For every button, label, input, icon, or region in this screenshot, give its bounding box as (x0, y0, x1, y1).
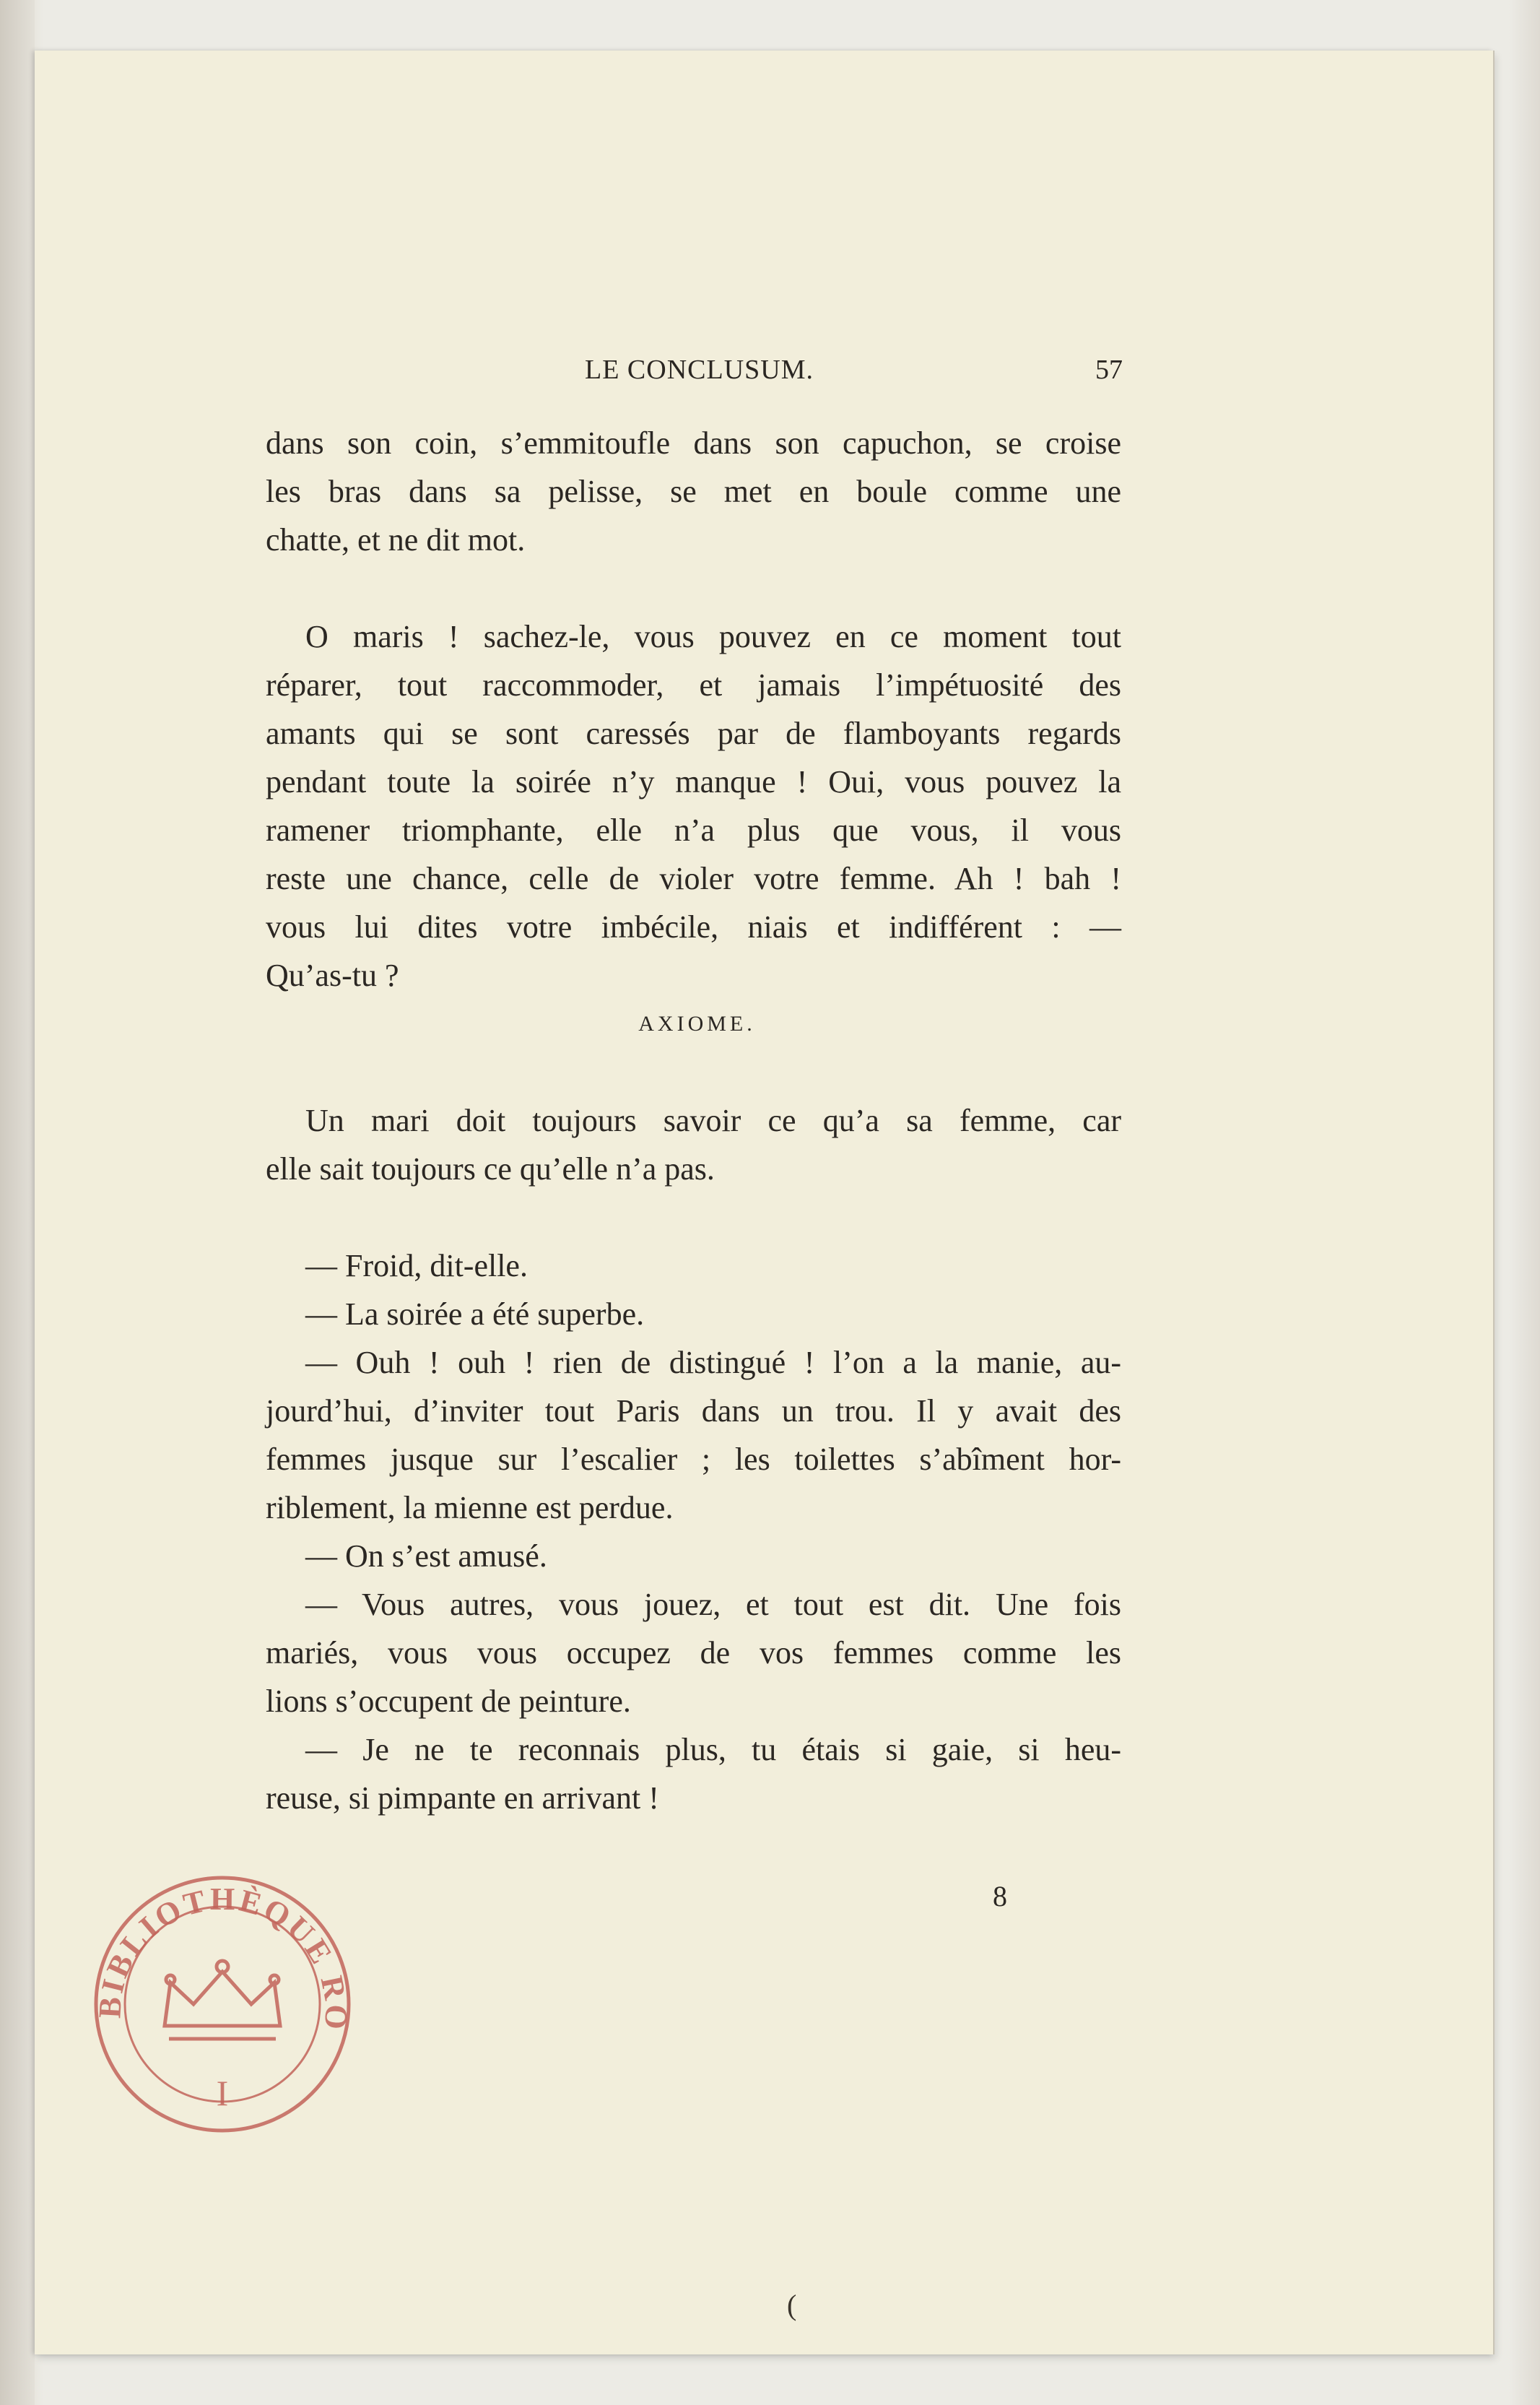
dialogue-line: jourd’hui, d’inviter tout Paris dans un trou. Il y avait des (266, 1393, 1121, 1429)
dialogue-line: — La soirée a été superbe. (305, 1296, 645, 1332)
text-line: vous lui dites votre imbécile, niais et indifférent : — (266, 909, 1121, 945)
signature-mark: 8 (993, 1880, 1007, 1912)
running-head (267, 354, 1123, 390)
dialogue-line: — Je ne te reconnais plus, tu étais si gaie, si heu- (305, 1732, 1121, 1767)
dialogue-line: — On s’est amusé. (305, 1538, 547, 1574)
text-line: amants qui se sont caressés par de flamboyants regards (266, 716, 1121, 751)
stamp-legend: BIBLIOTHÈQUE RO (92, 1881, 354, 2034)
text-line: dans son coin, s’emmitoufle dans son capuchon, se croise (266, 425, 1121, 461)
text-line: reste une chance, celle de violer votre femme. Ah ! bah ! (266, 861, 1121, 896)
paragraph-gap (266, 1193, 1121, 1242)
dialogue-line: — Ouh ! ouh ! rien de distingué ! l’on a la manie, au- (305, 1345, 1121, 1380)
paragraph-gap (266, 564, 1121, 612)
running-title: LE CONCLUSUM. (585, 355, 814, 385)
bottom-mark: ( (787, 2289, 797, 2321)
library-stamp (85, 1867, 360, 2141)
stamp-numeral: I (216, 2073, 229, 2113)
text-line: Un mari doit toujours savoir ce qu’a sa femme, car (305, 1103, 1121, 1138)
dialogue-line: lions s’occupent de peinture. (266, 1684, 631, 1719)
book-binding-edge (0, 0, 35, 2405)
text-line: Qu’as-tu ? (266, 958, 399, 993)
paragraph-gap (266, 1048, 1121, 1096)
text-line: O maris ! sachez-le, vous pouvez en ce moment tout (305, 619, 1121, 654)
text-line: réparer, tout raccommoder, et jamais l’impétuosité des (266, 667, 1121, 703)
crown-icon (165, 1961, 280, 2039)
dialogue-line: — Vous autres, vous jouez, et tout est dit. Une fois (305, 1587, 1121, 1622)
dialogue-line: — Froid, dit-elle. (305, 1248, 528, 1283)
dialogue-line: reuse, si pimpante en arrivant ! (266, 1780, 659, 1816)
royal-library-seal-icon (85, 1867, 360, 2141)
page-number: 57 (1095, 355, 1123, 385)
dialogue-line: mariés, vous vous occupez de vos femmes comme les (266, 1635, 1121, 1670)
axiome-heading: AXIOME. (638, 1012, 756, 1036)
text-line: chatte, et ne dit mot. (266, 522, 526, 558)
text-line: ramener triomphante, elle n’a plus que vous, il vous (266, 812, 1121, 848)
body-text (266, 419, 1121, 1822)
text-line: pendant toute la soirée n’y manque ! Oui, vous pouvez la (266, 764, 1121, 800)
text-line: les bras dans sa pelisse, se met en boule comme une (266, 474, 1121, 509)
dialogue-line: femmes jusque sur l’escalier ; les toilettes s’abîment hor- (266, 1442, 1121, 1477)
svg-text:BIBLIOTHÈQUE ROYALE (85, 1867, 354, 2033)
text-line: elle sait toujours ce qu’elle n’a pas. (266, 1151, 715, 1187)
dialogue-line: riblement, la mienne est perdue. (266, 1490, 674, 1525)
